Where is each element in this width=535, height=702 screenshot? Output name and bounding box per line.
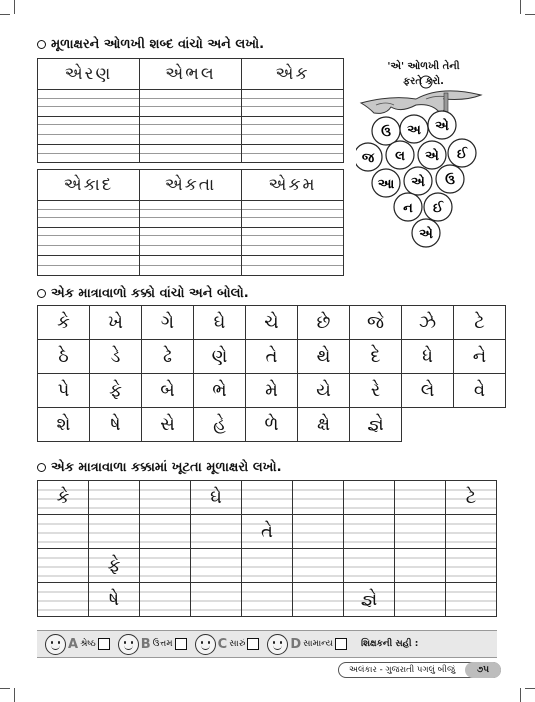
kakko-cell: હે bbox=[194, 408, 246, 442]
grape-letter: અ bbox=[407, 123, 421, 138]
kakko-cell: ડે bbox=[90, 340, 142, 374]
word-table-2 bbox=[37, 169, 344, 276]
grape-letter: ઉ bbox=[381, 125, 391, 140]
kakko-cell: થે bbox=[298, 340, 350, 374]
kakko-cell: ણે bbox=[194, 340, 246, 374]
grade-option bbox=[195, 634, 260, 655]
fill-table bbox=[37, 480, 497, 617]
kakko-cell: ફે bbox=[90, 374, 142, 408]
fill-cell-blank[interactable] bbox=[191, 549, 242, 583]
page-number: ૭૫ bbox=[465, 662, 501, 678]
kakko-cell: પે bbox=[38, 374, 90, 408]
fill-cell-blank[interactable] bbox=[89, 481, 140, 515]
kakko-cell: ઝે bbox=[402, 306, 454, 340]
grade-checkbox[interactable] bbox=[98, 638, 110, 650]
grape-letter: એ bbox=[425, 149, 439, 164]
grape-letter: એ bbox=[411, 175, 425, 190]
fill-cell-blank[interactable] bbox=[140, 583, 191, 617]
fill-cell-text: ફે bbox=[107, 555, 121, 576]
crop-mark bbox=[14, 688, 15, 702]
fill-cell-blank[interactable] bbox=[446, 583, 497, 617]
kakko-row bbox=[38, 306, 506, 340]
kakko-cell: વે bbox=[454, 374, 506, 408]
writing-lines[interactable] bbox=[38, 201, 343, 275]
fill-cell-blank[interactable] bbox=[140, 515, 191, 549]
fill-cell-blank[interactable] bbox=[446, 549, 497, 583]
kakko-cell: શે bbox=[38, 408, 90, 442]
fill-cell-blank[interactable] bbox=[344, 515, 395, 549]
grade-option bbox=[267, 634, 347, 655]
fill-cell-text: જ્ઞે bbox=[360, 589, 378, 610]
fill-cell-blank[interactable] bbox=[293, 481, 344, 515]
grapes-illustration bbox=[356, 55, 491, 270]
kakko-cell: ઘે bbox=[194, 306, 246, 340]
fill-cell-blank[interactable] bbox=[293, 549, 344, 583]
grape-letter: ઉ bbox=[445, 173, 455, 188]
kakko-cell bbox=[402, 408, 454, 442]
grapes-instruction-line1: 'એ' ઓળખી તેની bbox=[387, 61, 460, 72]
grade-letter: C bbox=[217, 636, 228, 652]
crop-mark bbox=[525, 14, 535, 15]
fill-cell-blank[interactable] bbox=[344, 549, 395, 583]
fill-cell-blank[interactable] bbox=[395, 549, 446, 583]
fill-cell-blank[interactable] bbox=[38, 515, 89, 549]
word-row bbox=[38, 59, 343, 90]
kakko-cell: ક્ષે bbox=[298, 408, 350, 442]
kakko-cell: ટે bbox=[454, 306, 506, 340]
kakko-cell: લે bbox=[402, 374, 454, 408]
kakko-cell: ગે bbox=[142, 306, 194, 340]
fill-cell-blank[interactable] bbox=[89, 515, 140, 549]
smiley-face-icon bbox=[45, 634, 66, 655]
kakko-cell: ઢે bbox=[142, 340, 194, 374]
grapes-instruction-line2: ફરતે કરો. bbox=[403, 76, 444, 87]
footer-text: અલંકાર - ગુજરાતી પગલું બીજું bbox=[349, 665, 455, 675]
footer-badge bbox=[338, 662, 501, 678]
smiley-face-icon bbox=[195, 634, 216, 655]
crop-mark bbox=[520, 0, 521, 14]
kakko-cell: મે bbox=[246, 374, 298, 408]
fill-cell-blank[interactable] bbox=[242, 481, 293, 515]
fill-cell-text: કે bbox=[56, 487, 70, 508]
section2-heading bbox=[37, 286, 249, 301]
grade-label: સામાન્ય bbox=[303, 639, 334, 649]
grade-checkbox[interactable] bbox=[335, 638, 347, 650]
grade-letter: A bbox=[68, 636, 79, 652]
kakko-cell bbox=[454, 408, 506, 442]
kakko-cell: જે bbox=[350, 306, 402, 340]
grape-letter: લ bbox=[395, 149, 405, 164]
bullet-circle-icon bbox=[37, 463, 46, 472]
kakko-cell: કે bbox=[38, 306, 90, 340]
grape-letter: જ bbox=[361, 151, 375, 166]
grape-letter: ઈ bbox=[456, 147, 468, 162]
section3-heading-text: એક માત્રાવાળા કક્કામાં ખૂટતા મૂળાક્ષરો લખો. bbox=[51, 460, 282, 475]
grade-label: સારું bbox=[229, 639, 246, 649]
word-cell: એકતા bbox=[140, 170, 242, 200]
kakko-cell: ળે bbox=[246, 408, 298, 442]
fill-cell-text: ષે bbox=[108, 589, 120, 610]
fill-cell-given bbox=[89, 549, 140, 583]
fill-cell-blank[interactable] bbox=[140, 481, 191, 515]
fill-cell-text: ઘે bbox=[210, 487, 222, 508]
fill-cell-blank[interactable] bbox=[140, 549, 191, 583]
grade-label: ઉત્તમ bbox=[152, 639, 173, 649]
crop-mark bbox=[14, 0, 15, 14]
smiley-face-icon bbox=[267, 634, 288, 655]
fill-cell-blank[interactable] bbox=[395, 515, 446, 549]
section1-heading bbox=[37, 37, 264, 52]
word-cell: એભલ bbox=[140, 59, 242, 89]
kakko-cell: દે bbox=[350, 340, 402, 374]
grade-checkbox[interactable] bbox=[247, 638, 259, 650]
grape-letter: ઈ bbox=[432, 201, 444, 216]
kakko-table bbox=[37, 305, 506, 442]
kakko-row bbox=[38, 408, 506, 442]
grade-option bbox=[118, 634, 187, 655]
fill-cell-blank[interactable] bbox=[293, 515, 344, 549]
smiley-face-icon bbox=[118, 634, 139, 655]
grade-option bbox=[45, 634, 110, 655]
fill-row bbox=[38, 481, 497, 515]
kakko-cell: ખે bbox=[90, 306, 142, 340]
fill-cell-given bbox=[242, 515, 293, 549]
kakko-cell: ઠે bbox=[38, 340, 90, 374]
word-cell: એકમ bbox=[268, 175, 317, 195]
fill-cell-given bbox=[344, 583, 395, 617]
fill-cell-blank[interactable] bbox=[293, 583, 344, 617]
kakko-cell: રે bbox=[350, 374, 402, 408]
fill-cell-given bbox=[89, 583, 140, 617]
fill-cell-given bbox=[191, 481, 242, 515]
section1-heading-text: મૂળાક્ષરને ઓળખી શબ્દ વાંચો અને લખો. bbox=[51, 37, 265, 52]
grade-letter: B bbox=[140, 636, 151, 652]
fill-cell-text: તે bbox=[261, 521, 273, 542]
kakko-cell: છે bbox=[298, 306, 350, 340]
word-cell: એક bbox=[275, 64, 310, 84]
word-cell: એરણ bbox=[38, 59, 140, 89]
fill-cell-blank[interactable] bbox=[242, 549, 293, 583]
crop-mark bbox=[520, 688, 521, 702]
fill-cell-blank[interactable] bbox=[191, 583, 242, 617]
grape-letter: એ bbox=[419, 227, 433, 242]
fill-cell-blank[interactable] bbox=[344, 481, 395, 515]
bullet-circle-icon bbox=[37, 40, 46, 49]
kakko-cell: ને bbox=[454, 340, 506, 374]
grape-letter: આ bbox=[377, 177, 395, 192]
crop-mark bbox=[0, 688, 10, 689]
word-cell: એકાદ bbox=[38, 170, 140, 200]
kakko-cell: તે bbox=[246, 340, 298, 374]
section2-heading-text: એક માત્રાવાળો કક્કો વાંચો અને બોલો. bbox=[51, 286, 249, 301]
grapes-activity bbox=[356, 55, 491, 270]
grape-letter: ન bbox=[403, 201, 413, 216]
grape-letter: એ bbox=[435, 119, 449, 134]
kakko-cell: યે bbox=[298, 374, 350, 408]
fill-cell-blank[interactable] bbox=[38, 583, 89, 617]
fill-row bbox=[38, 549, 497, 583]
kakko-cell: સે bbox=[142, 408, 194, 442]
kakko-cell: ચે bbox=[246, 306, 298, 340]
fill-cell-blank[interactable] bbox=[395, 583, 446, 617]
kakko-cell: જ્ઞે bbox=[350, 408, 402, 442]
writing-lines[interactable] bbox=[38, 90, 343, 162]
fill-cell-blank[interactable] bbox=[38, 549, 89, 583]
grading-strip bbox=[37, 630, 497, 658]
fill-row bbox=[38, 515, 497, 549]
teacher-signature-label: શિક્ષકની સહી : bbox=[361, 639, 419, 649]
grade-label: શ્રેષ્ઠ bbox=[80, 639, 96, 649]
fill-cell-blank[interactable] bbox=[446, 515, 497, 549]
fill-cell-blank[interactable] bbox=[395, 481, 446, 515]
kakko-cell: ધે bbox=[402, 340, 454, 374]
crop-mark bbox=[0, 14, 10, 15]
kakko-cell: બે bbox=[142, 374, 194, 408]
fill-cell-text: ટે bbox=[465, 487, 477, 508]
fill-row bbox=[38, 583, 497, 617]
kakko-cell: ભે bbox=[194, 374, 246, 408]
fill-cell-blank[interactable] bbox=[242, 583, 293, 617]
kakko-row bbox=[38, 374, 506, 408]
fill-cell-blank[interactable] bbox=[191, 515, 242, 549]
fill-cell-given bbox=[38, 481, 89, 515]
crop-mark bbox=[525, 688, 535, 689]
grade-letter: D bbox=[290, 636, 302, 652]
bullet-circle-icon bbox=[37, 289, 46, 298]
fill-cell-given bbox=[446, 481, 497, 515]
section3-heading bbox=[37, 460, 282, 475]
word-row bbox=[38, 170, 343, 201]
kakko-row bbox=[38, 340, 506, 374]
grade-checkbox[interactable] bbox=[175, 638, 187, 650]
kakko-cell: ષે bbox=[90, 408, 142, 442]
word-table-1 bbox=[37, 58, 344, 163]
